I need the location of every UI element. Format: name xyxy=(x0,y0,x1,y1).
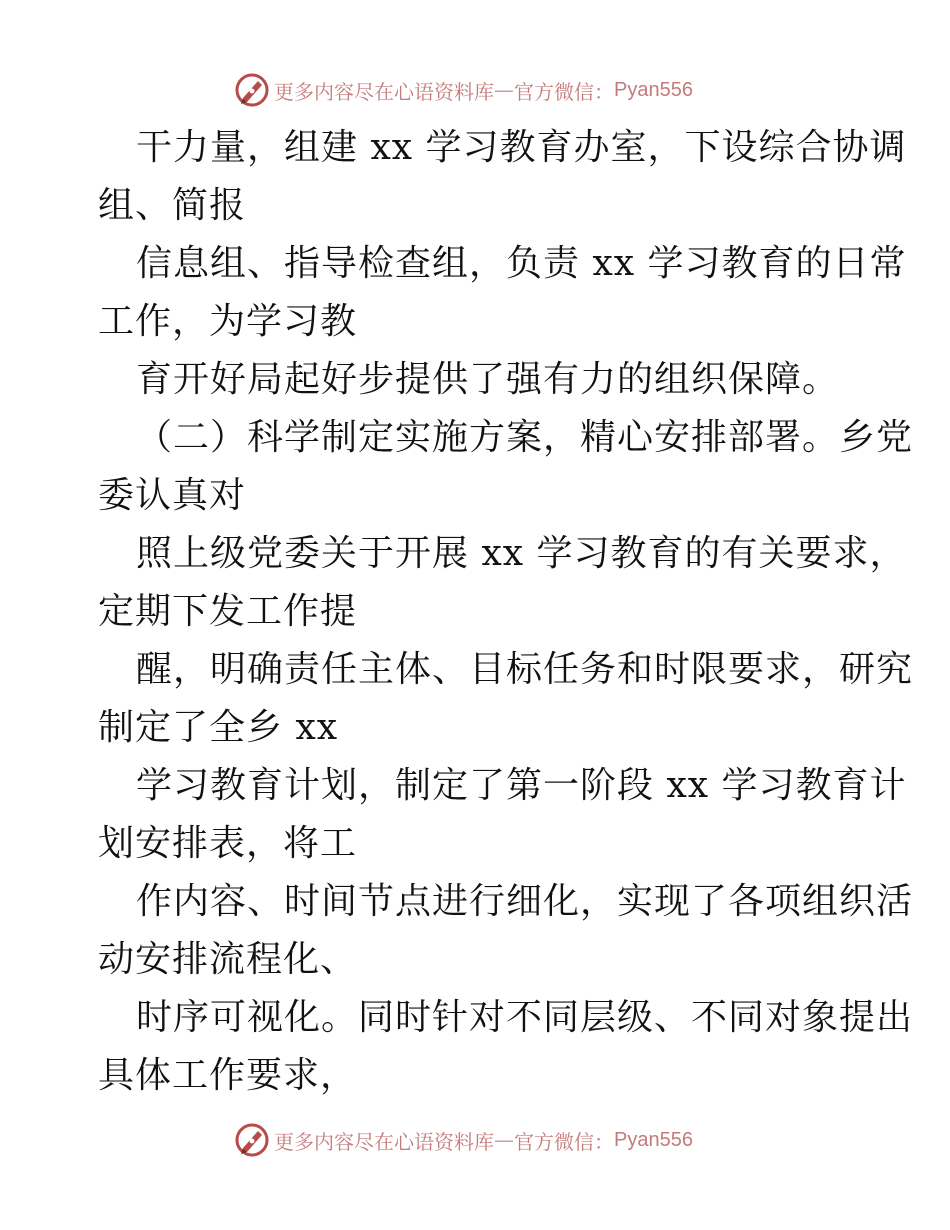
footer-banner-separator: — xyxy=(494,1128,514,1152)
body-line-17: 具体工作要求， xyxy=(98,1055,358,1096)
body-line-12: 学习教育计划，制定了第一阶段 xx 学习教育计 xyxy=(136,765,907,806)
body-line-15: 动安排流程化、 xyxy=(98,939,358,980)
body-line-7: 委认真对 xyxy=(98,475,247,516)
footer-wechat-id: Pyan556 xyxy=(614,1128,693,1151)
body-line-6: （二）科学制定实施方案，精心安排部署。乡党 xyxy=(136,417,914,458)
header-banner-text: 更多内容尽在心语资料库 xyxy=(274,79,494,104)
body-line-9: 定期下发工作提 xyxy=(98,591,358,632)
header-wechat-label: 官方微信： xyxy=(514,79,614,104)
body-line-11: 制定了全乡 xx xyxy=(98,707,339,748)
body-line-16: 时序可视化。同时针对不同层级、不同对象提出 xyxy=(136,997,914,1038)
body-line-4: 工作，为学习教 xyxy=(98,301,358,342)
body-line-2: 组、简报 xyxy=(98,185,247,226)
header-banner-separator: — xyxy=(494,78,514,102)
body-line-5: 育开好局起好步提供了强有力的组织保障。 xyxy=(136,359,840,400)
header-banner xyxy=(234,70,693,110)
red-pen-circle-logo-icon xyxy=(234,1122,270,1158)
body-line-3: 信息组、指导检查组，负责 xx 学习教育的日常 xyxy=(136,243,907,284)
footer-wechat-label: 官方微信： xyxy=(514,1129,614,1154)
body-line-13: 划安排表，将工 xyxy=(98,823,358,864)
body-line-10: 醒，明确责任主体、目标任务和时限要求，研究 xyxy=(136,649,914,690)
body-line-8: 照上级党委关于开展 xx 学习教育的有关要求， xyxy=(136,533,907,574)
body-line-1: 干力量，组建 xx 学习教育办室，下设综合协调 xyxy=(136,127,907,168)
footer-banner xyxy=(234,1120,693,1160)
header-wechat-id: Pyan556 xyxy=(614,78,693,101)
footer-banner-text: 更多内容尽在心语资料库 xyxy=(274,1129,494,1154)
red-pen-circle-logo-icon xyxy=(234,72,270,108)
body-line-14: 作内容、时间节点进行细化，实现了各项组织活 xyxy=(136,881,914,922)
